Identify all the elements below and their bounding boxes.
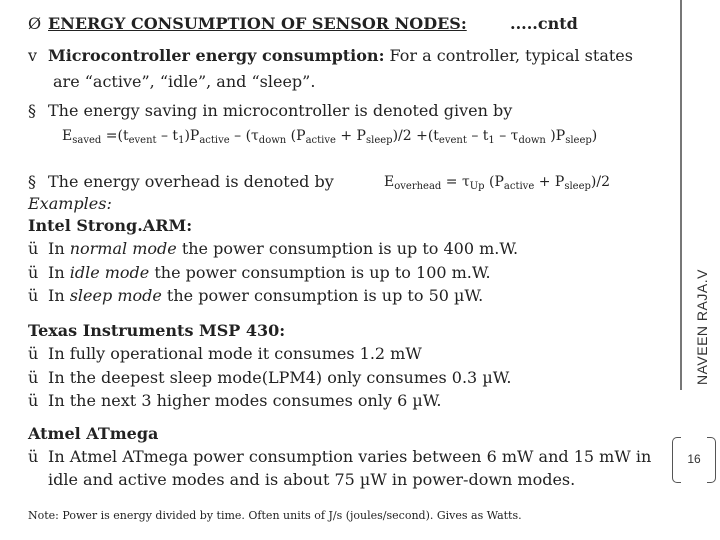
check-icon: ü — [28, 286, 39, 305]
atmel-line2: idle and active modes and is about 75 µW in power-down modes. — [48, 470, 576, 489]
list-item: ü In idle mode the power consumption is up to 100 m.W. — [28, 263, 491, 282]
list-item: ü In the deepest sleep mode(LPM4) only consumes 0.3 µW. — [28, 368, 512, 387]
overhead-text: The energy overhead is denoted by — [48, 172, 334, 191]
list-item: ü In fully operational mode it consumes 1.2 mW — [28, 344, 422, 363]
check-icon: ü — [28, 391, 39, 410]
micro-line — [28, 46, 633, 66]
section-bullet-icon: § — [28, 101, 36, 120]
divider — [680, 0, 682, 390]
check-icon: ü — [28, 368, 39, 387]
list-item: ü In sleep mode the power consumption is up to 50 µW. — [28, 286, 484, 305]
page-number-box — [672, 437, 716, 483]
overhead-line — [28, 172, 334, 192]
atmel-heading: Atmel ATmega — [28, 424, 159, 443]
check-icon: ü — [28, 447, 39, 466]
check-icon: ü — [28, 344, 39, 363]
saving-line — [28, 101, 512, 121]
micro-text: For a controller, typical states — [384, 46, 633, 65]
saving-text: The energy saving in microcontroller is denoted given by — [48, 101, 513, 120]
diamond-bullet-icon: v — [28, 46, 38, 65]
title-line — [28, 14, 467, 34]
page-number: 16 — [687, 452, 701, 466]
list-item: ü In the next 3 higher modes consumes only 6 µW. — [28, 391, 442, 410]
section-bullet-icon: § — [28, 172, 36, 191]
list-item: ü In normal mode the power consumption is up to 400 m.W. — [28, 239, 519, 258]
ti-heading: Texas Instruments MSP 430: — [28, 321, 286, 340]
arrow-bullet-icon: Ø — [28, 14, 42, 33]
micro-line2: are “active”, “idle”, and “sleep”. — [53, 72, 316, 91]
check-icon: ü — [28, 239, 39, 258]
list-item: ü In Atmel ATmega power consumption varies between 6 mW and 15 mW in — [28, 447, 652, 466]
formula-overhead: $E_{overhead} = \tau_{Up}$ $(P_{active} + P_{sleep})/2$ — [384, 174, 610, 192]
intel-heading: Intel Strong.ARM: — [28, 216, 193, 235]
title-cntd: .....cntd — [510, 14, 578, 33]
title-text: ENERGY CONSUMPTION OF SENSOR NODES: — [48, 14, 467, 33]
author-name: NAVEEN RAJA.V — [694, 269, 710, 385]
check-icon: ü — [28, 263, 39, 282]
examples-label: Examples: — [28, 194, 112, 213]
formula-saved: $E_{saved} =(t_{event} - t_1)P_{active} - (\tau_{down}$ $(P_{active} + P_{sleep})/2 +(t_{event} - t_1 - \tau_{down}$ )$P_{sleep}$) — [62, 128, 598, 146]
micro-label: Microcontroller energy consumption: — [48, 46, 385, 65]
footnote: Note: Power is energy divided by time. Often units of J/s (joules/second). Gives as Watts. — [28, 509, 522, 522]
